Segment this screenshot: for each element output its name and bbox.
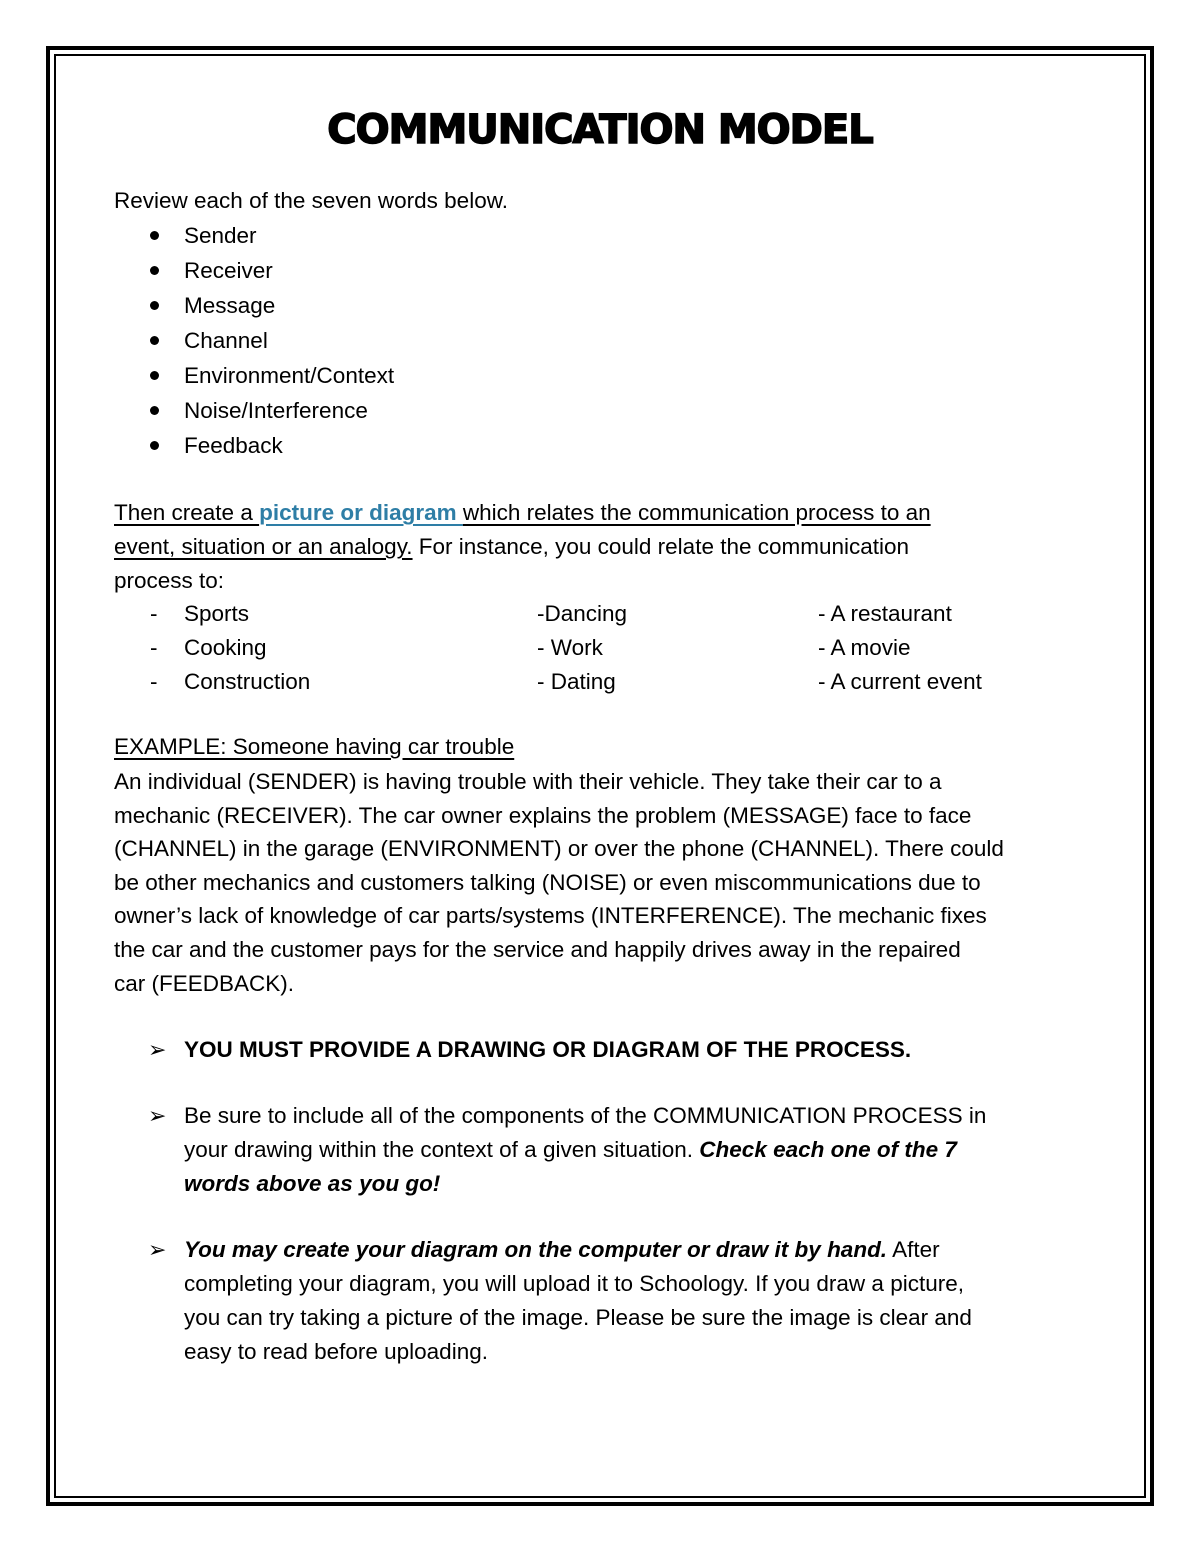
- bullet-icon: [150, 371, 159, 380]
- example-line: owner’s lack of knowledge of car parts/systems (INTERFERENCE). The mechanic fixes: [114, 903, 987, 928]
- list-item: Receiver: [114, 253, 394, 288]
- example-line: An individual (SENDER) is having trouble with their vehicle. They take their car to a: [114, 769, 942, 794]
- example-line: the car and the customer pays for the service and happily drives away in the repaired: [114, 937, 961, 962]
- bullet-icon: [150, 231, 159, 240]
- page-title: COMMUNICATION MODEL: [327, 107, 873, 153]
- word-list: [114, 218, 394, 463]
- list-item: Channel: [114, 323, 394, 358]
- instruction-line-2: event, situation or an analogy. For instance, you could relate the communication: [114, 534, 910, 559]
- instruction-line-3: process to:: [114, 568, 225, 593]
- example-line: car (FEEDBACK).: [114, 971, 295, 996]
- picture-or-diagram-link[interactable]: picture or diagram: [259, 500, 463, 525]
- instruction-line-1: Then create a picture or diagram which relates the communication process to an: [114, 500, 931, 525]
- example-topics-row: - Sports -Dancing - A restaurant: [150, 601, 952, 626]
- example-line: be other mechanics and customers talking (NOISE) or even miscommunications due to: [114, 870, 981, 895]
- list-item: Environment/Context: [114, 358, 394, 393]
- bullet-icon: [150, 406, 159, 415]
- bullet-icon: [150, 301, 159, 310]
- arrow-bullet-icon: ➢: [148, 1237, 167, 1262]
- list-item: Message: [114, 288, 394, 323]
- list-item: Noise/Interference: [114, 393, 394, 428]
- bullet-icon: [150, 336, 159, 345]
- arrow-bullet-icon: ➢: [148, 1103, 167, 1128]
- list-item: Sender: [114, 218, 394, 253]
- bullet-icon: [150, 441, 159, 450]
- example-heading: EXAMPLE: Someone having car trouble: [114, 734, 515, 759]
- arrow-bullet-icon: ➢: [148, 1037, 167, 1062]
- bullet-icon: [150, 266, 159, 275]
- example-topics-row: - Construction - Dating - A current event: [150, 669, 982, 694]
- list-item: Feedback: [114, 428, 394, 463]
- example-line: mechanic (RECEIVER). The car owner explains the problem (MESSAGE) face to face: [114, 803, 972, 828]
- example-topics-row: - Cooking - Work - A movie: [150, 635, 911, 660]
- example-line: (CHANNEL) in the garage (ENVIRONMENT) or over the phone (CHANNEL). There could: [114, 836, 1004, 861]
- intro-text: Review each of the seven words below.: [114, 188, 508, 213]
